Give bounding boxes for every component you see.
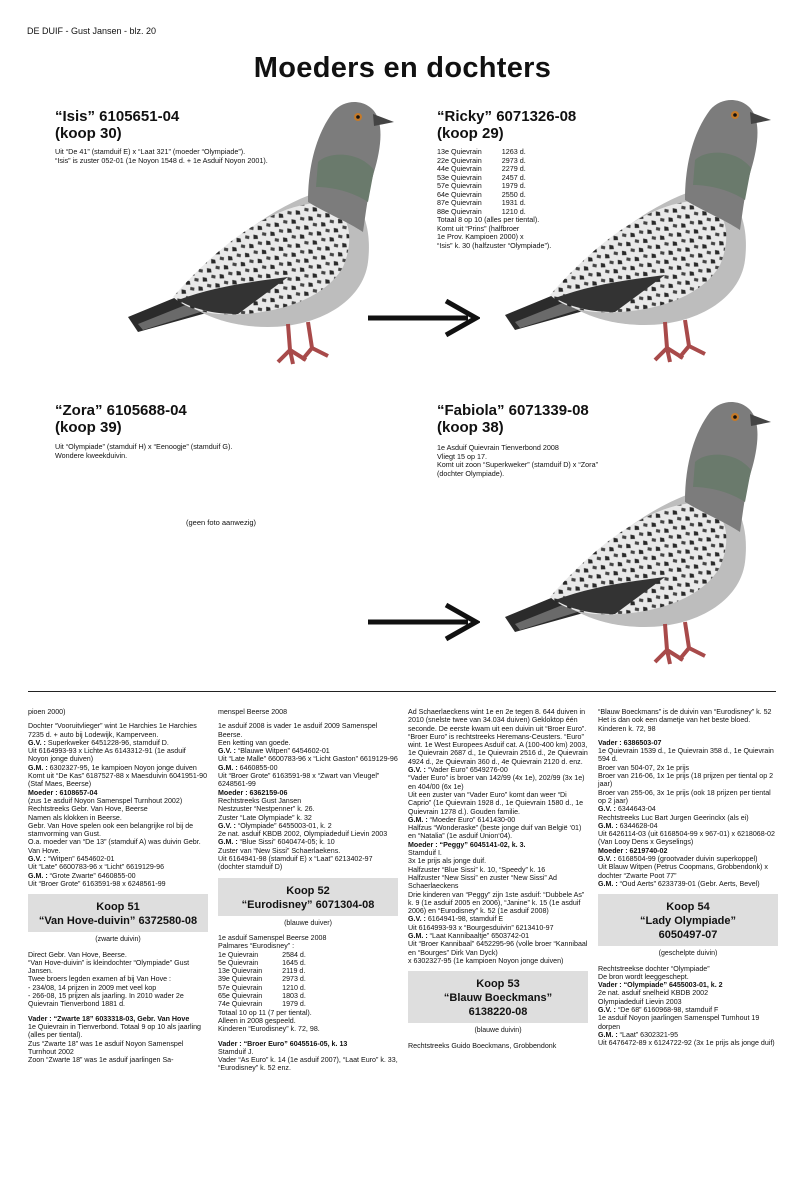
paragraph: Kinderen “Eurodisney” k. 72, 98. <box>218 1025 320 1034</box>
koop-52-box: Koop 52 “Eurodisney” 6071304-08 <box>218 878 398 916</box>
paragraph: Gebr. Van Hove spelen ook een belangrijke rol bij de stamvorming van Gust. <box>28 821 194 839</box>
paragraph: 1e asduif Samenspel Beerse 2008 <box>218 933 327 942</box>
paragraph: Uit 6164941-98 (stamduif E) x “Laat” 6213402-97 (dochter stamduif D) <box>218 855 373 872</box>
isis-description: Uit “De 41” (stamduif E) x “Laat 321” (moeder “Olympiade”). “Isis” is zuster 052-01 (1e Noyon 1548 d. + 1e Asduif Noyon 2001). <box>55 147 268 165</box>
paragraph: 2e nat. asduif snelheid KBDB 2002 <box>598 989 709 998</box>
paragraph: menspel Beerse 2008 <box>218 708 288 716</box>
paragraph: G.V. : Superkweker 6451228-96, stamduif D. <box>28 738 169 747</box>
paragraph: 1e asduif 2008 is vader 1e asduif 2009 Samenspel Beerse. <box>218 722 378 739</box>
paragraph: Uit Blauw Witpen (Petrus Coopmans, Grobbendonk) x dochter “Zwarte Poot 77” <box>598 863 768 880</box>
result-place: 1e Quievrain <box>218 950 259 959</box>
paragraph: Palmares “Eurodisney” : <box>218 942 295 951</box>
paragraph: Moeder : 6219740-02 <box>598 846 668 855</box>
ricky-title: “Ricky” 6071326-08 (koop 29) <box>437 108 577 142</box>
paragraph: Uit “Late Malle” 6600783-96 x “Licht Gaston” 6619129-96 <box>218 755 398 764</box>
paragraph: G.V. : “Witpen” 6454602-01 <box>28 855 115 864</box>
result-birds: 1931 d. <box>501 198 526 207</box>
fabiola-description: 1e Asduif Quievrain Tienverbond 2008 Vliegt 15 op 17. Komt uit zoon “Superkweker” (stamduif D) x “Zora” (dochter Olympiade). <box>437 443 598 478</box>
result-birds: 2279 d. <box>501 164 526 173</box>
paragraph: G.M. : “Oud Aerts” 6233739-01 (Gebr. Aerts, Bevel) <box>598 879 760 888</box>
paragraph: “Van Hove-duivin” is kleindochter “Olympiade” Gust Jansen. <box>28 958 190 976</box>
result-birds: 2550 d. <box>501 189 526 199</box>
paragraph: 1e Quievrain in Tienverbond. Totaal 9 op 10 als jaarling (alles per tiental). <box>28 1022 201 1040</box>
koop-53-subtitle: (blauwe duivin) <box>474 1027 522 1035</box>
paragraph: Olympiadeduif Lievin 2003 <box>598 997 682 1006</box>
result-place: 87e Quievrain <box>437 198 482 207</box>
paragraph: 1e Quievrain 1539 d., 1e Quievrain 358 d., 1e Quievrain 594 d. <box>598 747 774 764</box>
paragraph: Broer van 216-06, 1x 1e prijs (18 prijzen per tiental op 2 jaar) <box>598 772 774 789</box>
paragraph: Uit 6426114-03 (uit 6168504-99 x 967-01) x 6218068-02 (Van Looy Dens x Geyselings) <box>598 830 775 847</box>
result-birds: 2457 d. <box>501 172 526 182</box>
page-header: DE DUIF - Gust Jansen - blz. 20 <box>27 26 157 36</box>
text-column-2 <box>218 708 398 1073</box>
paragraph: Uit “Broer Grote” 6163591-98 x 6248561-99 <box>28 879 166 888</box>
pigeon-photo-isis <box>118 92 398 372</box>
result-place: 57e Quievrain <box>218 983 263 992</box>
result-birds: 1979 d. <box>501 181 526 190</box>
result-place: 64e Quievrain <box>437 189 482 199</box>
result-place: 5e Quievrain <box>218 958 259 967</box>
koop-53-box: Koop 53 “Blauw Boeckmans” 6138220-08 <box>408 971 588 1023</box>
paragraph: Rechtstreeks Luc Bart Jurgen Geerinckx (als ei) <box>598 813 749 822</box>
eurodisney-results-table <box>218 951 306 1009</box>
paragraph: G.M. : “Blue Sissi” 6040474-05; k. 10 <box>218 838 335 847</box>
paragraph: Moeder : “Peggy” 6045141-02, k. 3. <box>408 840 526 849</box>
paragraph: Rechtstreeks Gebr. Van Hove, Beerse <box>28 805 148 814</box>
paragraph: Een ketting van goede. <box>218 738 291 747</box>
result-place: 39e Quievrain <box>218 975 263 984</box>
result-place: 65e Quievrain <box>218 992 263 1001</box>
result-row <box>218 959 306 967</box>
paragraph: G.V. : “Olympiade” 6455003-01, k. 2 <box>218 821 332 830</box>
paragraph: Halfzuster “New Sissi” en zuster “New Sissi” Ad Schaerlaeckens <box>408 873 558 891</box>
paragraph: Uit 6476472-89 x 6124722-92 (3x 1e prijs als jonge duif) <box>598 1039 775 1048</box>
fabiola-title: “Fabiola” 6071339-08 (koop 38) <box>437 402 589 436</box>
paragraph: Vader : “Olympiade” 6455003-01, k. 2 <box>598 981 723 990</box>
paragraph: Namen als klokken in Beerse. <box>28 813 122 822</box>
paragraph: Stamduif I. <box>408 849 442 858</box>
zora-title: “Zora” 6105688-04 (koop 39) <box>55 402 187 436</box>
result-place: 13e Quievrain <box>437 147 482 156</box>
paragraph: Zus “Zwarte 18” was 1e asduif Noyon Samenspel Turnhout 2002 <box>28 1039 184 1056</box>
paragraph: Halfzus “Wonderaske” (beste jonge duif van België ‘01) en “Natalia” (1e asduif Union‘04). <box>408 824 582 841</box>
paragraph: “Broer Euro” is rechtstreeks Heremans-Ceusters. “Euro” wint. 1e West Europees Asduif cat. A (100-400 km) 2003, 1e Quievrain 2687 d., 1e Quievrain 2516 d., 2e Quievrain 4924 d., 2e Quievrain 360 d., 4e Quievrain 2120 d. enz. <box>408 732 588 766</box>
paragraph: Zoon “Zwarte 18” was 1e asduif jaarlingen Sa- <box>28 1056 174 1065</box>
result-birds: 1979 d. <box>282 1000 306 1009</box>
paragraph: G.M. : 6344628-04 <box>598 821 658 830</box>
result-birds: 2119 d. <box>282 967 306 976</box>
text-column-4 <box>598 708 778 1048</box>
result-row <box>218 992 306 1000</box>
paragraph: G.M. : 6460855-00 <box>218 763 278 772</box>
paragraph: G.M. : “Laat Kannibaaltje” 6503742-01 <box>408 932 530 941</box>
paragraph: Uit “Broer Grote” 6163591-98 x “Zwart van Vleugel” 6248561-99 <box>218 772 380 789</box>
paragraph: G.V. : 6168504-99 (grootvader duivin superkoppel) <box>598 855 758 864</box>
paragraph: Broer van 255-06, 3x 1e prijs (ook 18 prijzen per tiental op 2 jaar) <box>598 788 771 805</box>
result-birds: 1263 d. <box>501 147 526 156</box>
koop-54-subtitle: (geschelpte duivin) <box>658 950 718 958</box>
result-birds: 1803 d. <box>282 992 306 1001</box>
paragraph: Vader : “Broer Euro” 6045516-05, k. 13 <box>218 1039 348 1048</box>
paragraph: Direct Gebr. Van Hove, Beerse. <box>28 950 127 959</box>
paragraph: Uit 6164993-93 x “Bourgesduivin” 6213410-97 <box>408 923 554 932</box>
result-place: 53e Quievrain <box>437 172 482 182</box>
paragraph: Kinderen k. 72, 98 <box>598 724 656 733</box>
paragraph: Uit “Late” 6600783-96 x “Licht” 6619129-96 <box>28 863 165 872</box>
paragraph: Ad Schaerlaeckens wint 1e en 2e tegen 8. 644 duiven in 2010 (snelste twee van 34.034 duiven) Gekloktop één seconde. De eerste kwam uit een duivin uit “Broer Euro”. <box>408 708 587 733</box>
paragraph: Rechtstreeks Guido Boeckmans, Grobbendonk <box>408 1041 557 1050</box>
paragraph: Totaal 10 op 11 (7 per tiental). <box>218 1008 312 1017</box>
paragraph: Halfzuster “Blue Sissi” k. 10, “Speedy” k. 16 <box>408 865 546 874</box>
section-divider <box>28 691 776 692</box>
paragraph: pioen 2000) <box>28 708 66 716</box>
koop-52-subtitle: (blauwe duiver) <box>284 919 332 927</box>
paragraph: G.V. : 6164941-98, stamduif E <box>408 915 504 924</box>
koop-54-box: Koop 54 “Lady Olympiade” 6050497-07 <box>598 894 778 946</box>
paragraph: G.V. : “Blauwe Witpen” 6454602-01 <box>218 747 330 756</box>
paragraph: Alleen in 2008 gespeeld. <box>218 1016 296 1025</box>
result-place: 13e Quievrain <box>218 967 263 976</box>
paragraph: G.M. : “Moeder Euro” 6141430-00 <box>408 815 516 824</box>
result-row <box>218 967 306 975</box>
paragraph: 1e asduif Noyon jaarlingen Samenspel Turnhout 19 dorpen <box>598 1014 760 1031</box>
result-birds: 1210 d. <box>282 983 306 992</box>
pigeon-photo-ricky <box>495 90 775 370</box>
paragraph: (zus 1e asduif Noyon Samenspel Turnhout 2002) <box>28 796 183 805</box>
paragraph: Zuster van “New Sissi” Schaerlaekens. <box>218 846 341 855</box>
paragraph: Het is dan ook een dametje van het beste bloed. <box>598 716 751 725</box>
paragraph: Nestzuster “Nestpenner” k. 26. <box>218 805 315 814</box>
result-birds: 2973 d. <box>501 155 526 165</box>
paragraph: Stamduif J. <box>218 1047 254 1056</box>
paragraph: Vader “As Euro” k. 14 (1e asduif 2007), “Laat Euro” k. 33, “Eurodisney” k. 52 enz. <box>218 1056 398 1073</box>
result-row <box>218 1000 306 1008</box>
paragraph: G.M. : 6302327-95, 1e kampioen Noyon jonge duiven <box>28 763 197 772</box>
result-birds: 1645 d. <box>282 958 306 967</box>
paragraph: Vader : “Zwarte 18” 6033318-03, Gebr. Van Hove <box>28 1014 190 1023</box>
paragraph: - 266-08, 15 prijzen als jaarling. In 2010 wader 2e Quievrain Tienverbond 1881 d. <box>28 992 184 1009</box>
paragraph: “Vader Euro” is broer van 142/99 (4x 1e), 202/99 (3x 1e) en 404/00 (6x 1e) <box>408 774 585 791</box>
paragraph: 2e nat. asduif KBDB 2002, Olympiadeduif Lievin 2003 <box>218 830 388 839</box>
paragraph: Komt uit “De Kas” 6187527-88 x Maesduivin 6041951-90 (Staf Maes, Beerse) <box>28 772 208 789</box>
paragraph: O.a. moeder van “De 13” (stamduif A) was duivin Gebr. Van Hove. <box>28 838 201 855</box>
text-column-3 <box>408 708 588 1050</box>
ricky-description: 13e Quievrain 1263 d. 22e Quievrain 2973 d. 44e Quievrain 2279 d. 53e Quievrain 2457 d. 57e Quievrain 1979 d. 64e Quievrain 2550 d. 87e Quievrain 1931 d. 88e Quievrain 1210 d. Totaal 8 op 10 (alles per tiental). Komt uit “Prins” (halfbroer 1e Prov. Kampioen 2000) x “Isis” k. 30 (halfzuster “Olympiade”). <box>437 147 552 250</box>
arrow-right-icon <box>368 602 480 642</box>
result-place: 88e Quievrain <box>437 206 482 216</box>
result-place: 22e Quievrain <box>437 155 482 165</box>
pigeon-photo-fabiola <box>495 392 775 672</box>
result-place: 44e Quievrain <box>437 164 482 173</box>
paragraph: x 6302327-95 (1e kampioen Noyon jonge duiven) <box>408 956 564 965</box>
result-row <box>218 951 306 959</box>
paragraph: G.V. : 6344643-04 <box>598 805 656 814</box>
paragraph: Zuster “Late Olympiade” k. 32 <box>218 813 312 822</box>
paragraph: Twee broers legden examen af bij Van Hove : <box>28 975 172 984</box>
paragraph: Rechtstreekse dochter “Olympiade” <box>598 964 710 973</box>
paragraph: Dochter “Vooruitvlieger” wint 1e Harchies 1e Harchies 7235 d. + auto bij Lodewijk, Kamperveen. <box>28 722 197 739</box>
zora-description: Uit “Olympiade” (stamduif H) x “Eenoogje” (stamduif G). Wondere kweekduivin. <box>55 442 233 460</box>
paragraph: Vader : 6386503-07 <box>598 738 662 747</box>
paragraph: Uit een zuster van “Vader Euro” komt dan weer “Di Caprio” (1e Quievrain 1928 d., 1e Quievrain 1580 d., 1e Quievrain 1278 d.). Gouden familie. <box>408 790 584 816</box>
result-birds: 2973 d. <box>282 975 306 984</box>
koop-51-box: Koop 51 “Van Hove-duivin” 6372580-08 <box>28 894 208 932</box>
result-birds: 1210 d. <box>501 206 526 216</box>
result-place: 57e Quievrain <box>437 181 482 190</box>
no-photo-note: (geen foto aanwezig) <box>186 518 257 527</box>
isis-title: “Isis” 6105651-04 (koop 30) <box>55 108 180 142</box>
paragraph: Moeder : 6108657-04 <box>28 788 98 797</box>
arrow-right-icon <box>368 298 480 338</box>
paragraph: - 234/08, 14 prijzen in 2009 met veel kop <box>28 983 157 992</box>
paragraph: Rechtstreeks Gust Jansen <box>218 796 302 805</box>
paragraph: De bron wordt leeggeschept. <box>598 972 689 981</box>
paragraph: Drie kinderen van “Peggy” zijn 1ste asduif: “Dubbele As” k. 9 (1e asduif 2005 en 2006), “Janine” k. 15 (1e asduif 2006) en “Eurodisney” k. 52 (1e asduif 2008) <box>408 890 585 916</box>
result-row <box>218 984 306 992</box>
koop-51-subtitle: (zwarte duivin) <box>95 936 141 944</box>
result-row <box>218 975 306 983</box>
text-column-1 <box>28 708 208 1064</box>
paragraph: 3x 1e prijs als jonge duif. <box>408 857 487 866</box>
page-title: Moeders en dochters <box>253 52 552 84</box>
paragraph: G.V. : “De 68” 6160968-98, stamduif F <box>598 1006 719 1015</box>
paragraph: G.V. : “Vader Euro” 6549276-00 <box>408 766 508 775</box>
result-place: 74e Quievrain <box>218 1000 263 1009</box>
paragraph: G.M. : “Grote Zwarte” 6460855-00 <box>28 871 136 880</box>
paragraph: Uit 6164993-93 x Lichte As 6143312-91 (1e asduif Noyon jonge duiven) <box>28 747 186 764</box>
paragraph: Moeder : 6362159-06 <box>218 788 288 797</box>
result-birds: 2584 d. <box>282 950 306 959</box>
paragraph: Broer van 504-07, 2x 1e prijs <box>598 763 690 772</box>
paragraph: “Blauw Boeckmans” is de duivin van “Eurodisney” k. 52 <box>598 708 772 716</box>
paragraph: Uit “Broer Kannibaal” 6452295-96 (volle broer “Kannibaal en “Bourges” Dirk Van Dyck) <box>408 940 588 957</box>
paragraph: G.M. : “Laat” 6302321-95 <box>598 1030 679 1039</box>
